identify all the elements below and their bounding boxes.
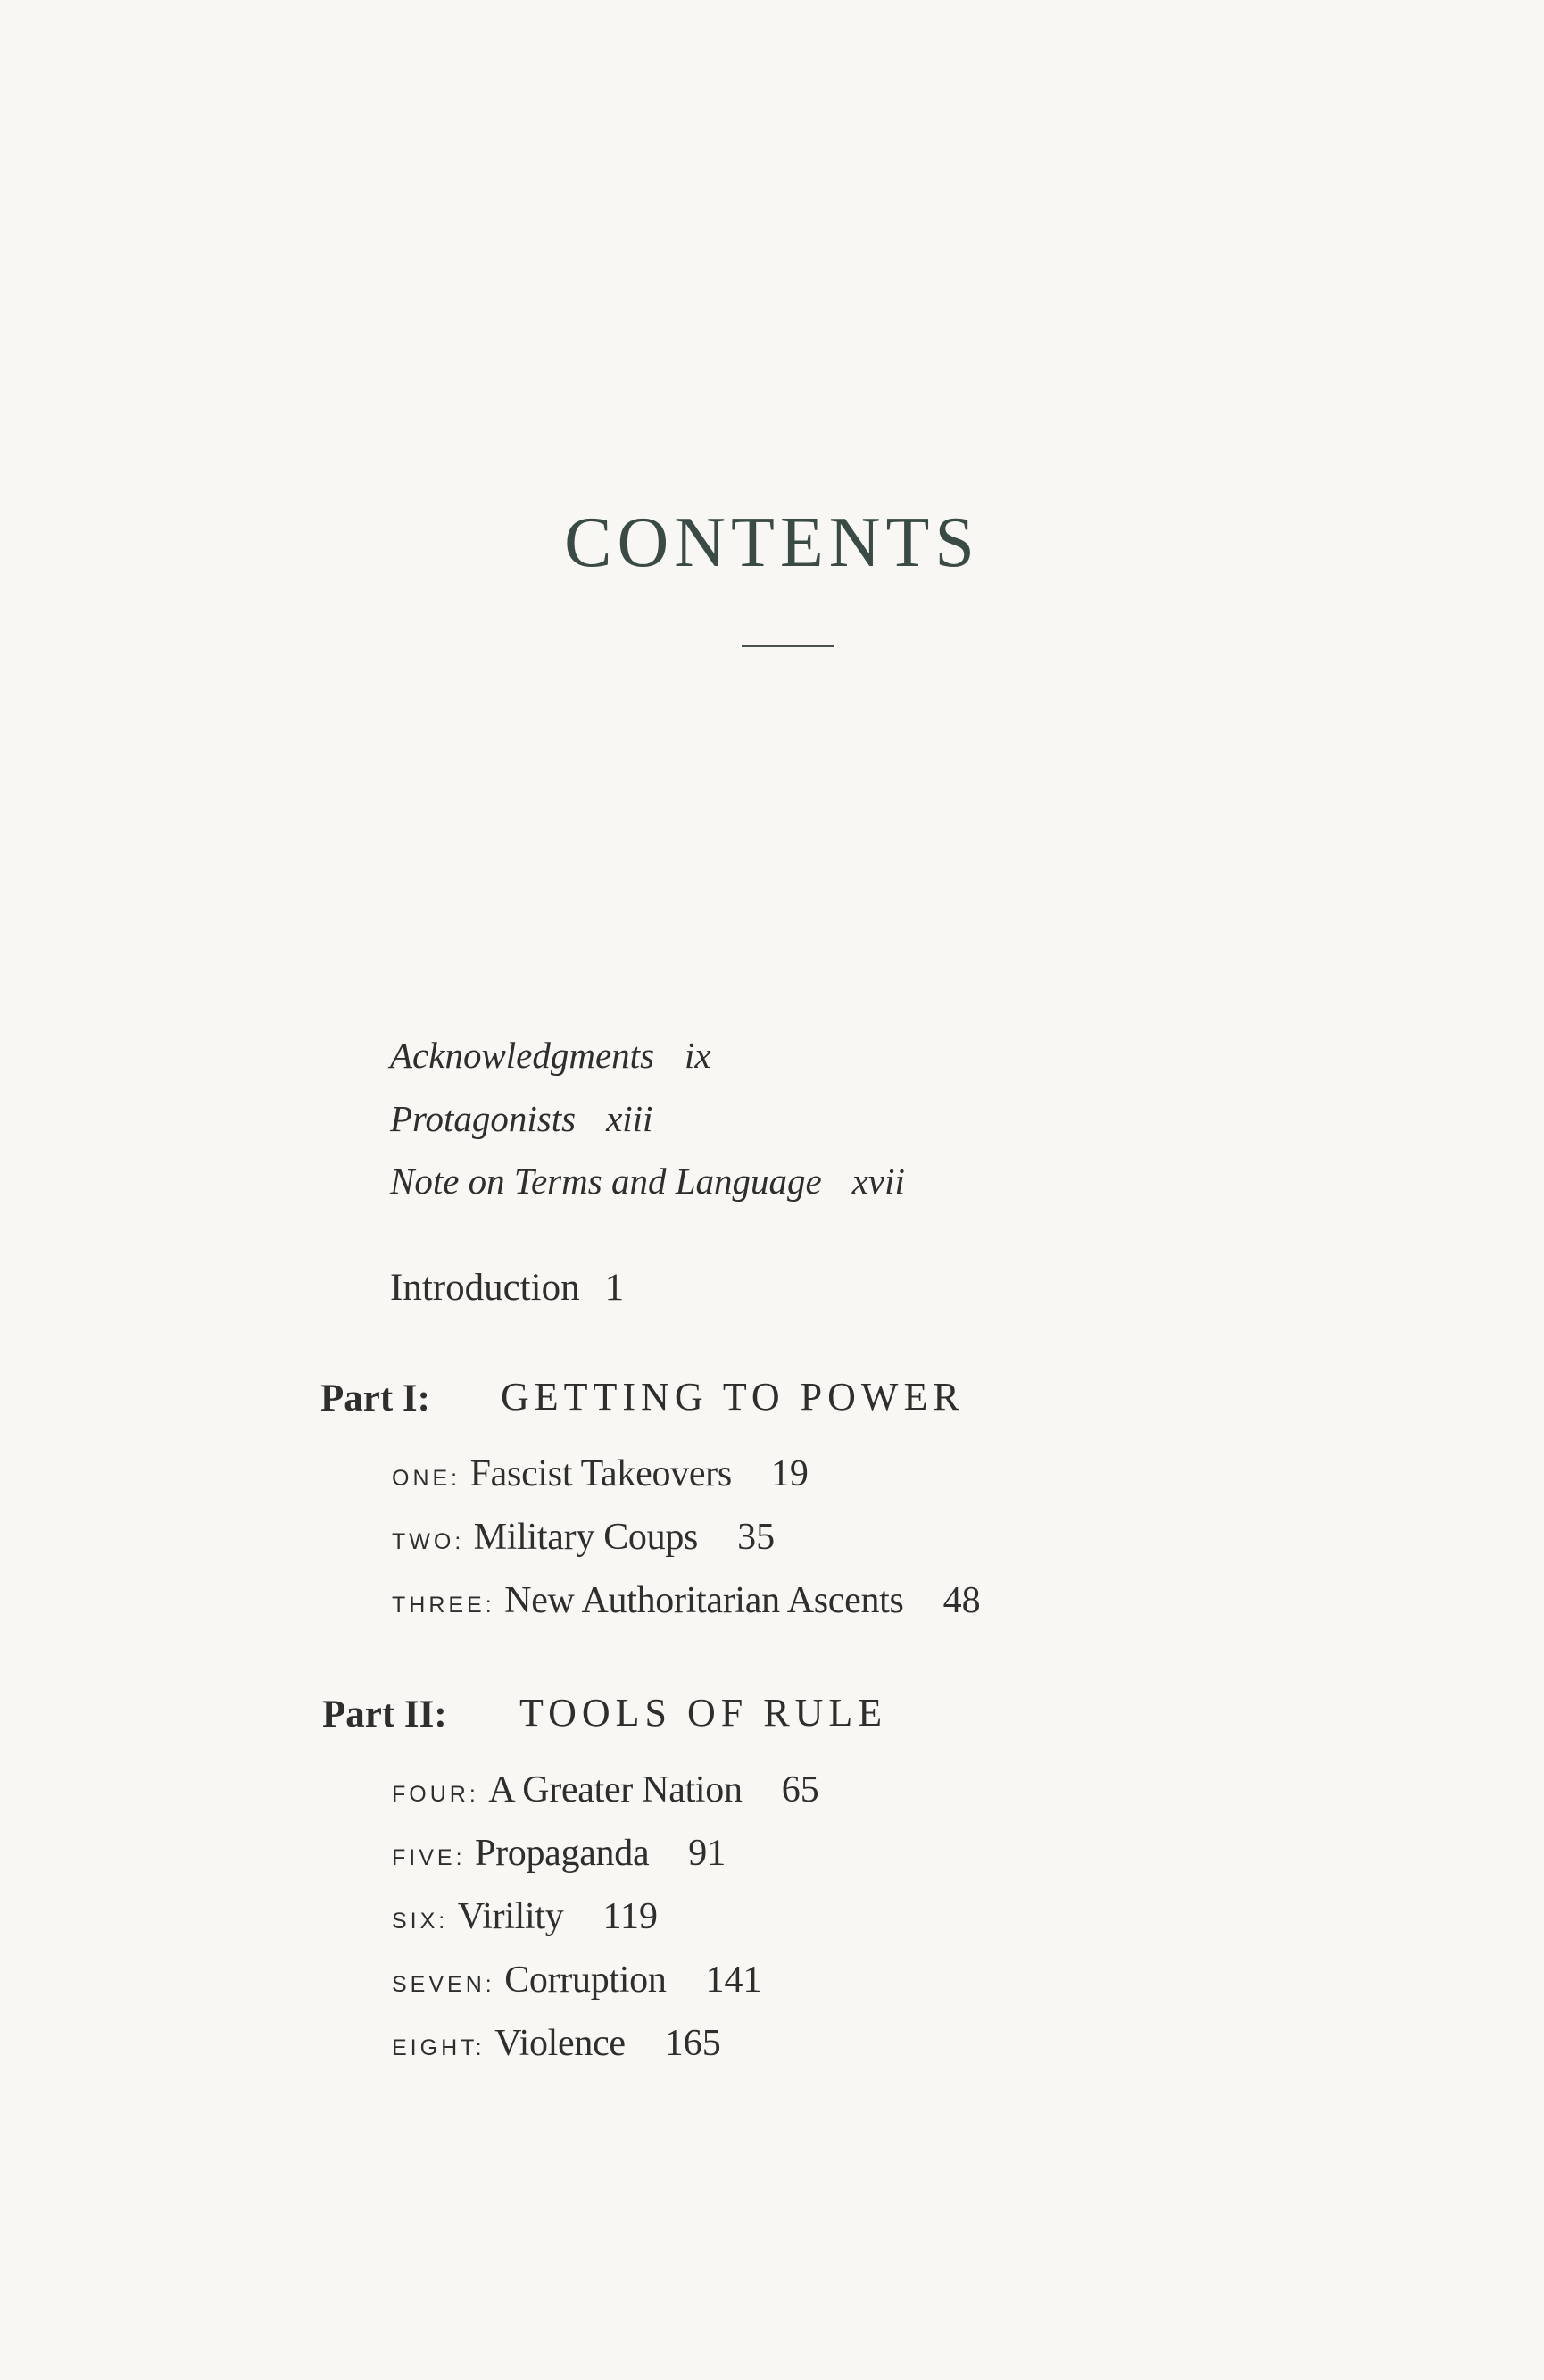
part-2-title: TOOLS OF RULE xyxy=(519,1691,888,1735)
toc-entry-title: Note on Terms and Language xyxy=(390,1161,822,1202)
toc-chapter-eight[interactable] xyxy=(392,2025,721,2062)
toc-chapter-seven[interactable] xyxy=(392,1961,762,1999)
toc-chapter-five[interactable] xyxy=(392,1835,726,1872)
chapter-page: 35 xyxy=(737,1517,776,1558)
toc-entry-title: Protagonists xyxy=(390,1098,577,1139)
toc-entry-title: Acknowledgments xyxy=(390,1035,655,1076)
chapter-title: Propaganda xyxy=(475,1833,650,1874)
chapter-title: Fascist Takeovers xyxy=(469,1453,732,1494)
toc-chapter-four[interactable] xyxy=(392,1771,819,1809)
toc-chapter-six[interactable] xyxy=(392,1898,658,1935)
chapter-page: 119 xyxy=(602,1896,658,1937)
page-title: CONTENTS xyxy=(564,503,980,582)
toc-entry-note-on-terms[interactable] xyxy=(390,1163,905,1200)
chapter-number: TWO: xyxy=(392,1529,465,1554)
toc-entry-page: xvii xyxy=(851,1161,905,1202)
chapter-number: THREE: xyxy=(392,1593,495,1618)
chapter-number: EIGHT: xyxy=(392,2035,486,2060)
toc-chapter-one[interactable] xyxy=(392,1455,809,1493)
chapter-page: 91 xyxy=(688,1833,726,1874)
part-1-label: Part I: xyxy=(320,1377,430,1419)
part-2-label: Part II: xyxy=(322,1693,447,1735)
chapter-title: Military Coups xyxy=(473,1517,699,1558)
toc-entry-page: ix xyxy=(685,1035,711,1076)
toc-entry-introduction[interactable] xyxy=(390,1269,624,1307)
toc-entry-protagonists[interactable] xyxy=(390,1098,653,1139)
chapter-number: FOUR: xyxy=(392,1782,479,1807)
chapter-page: 165 xyxy=(664,2023,721,2064)
chapter-page: 19 xyxy=(770,1453,809,1494)
chapter-number: FIVE: xyxy=(392,1845,466,1870)
chapter-title: Violence xyxy=(494,2023,626,2064)
chapter-number: SIX: xyxy=(392,1909,449,1934)
chapter-title: New Authoritarian Ascents xyxy=(504,1580,904,1621)
chapter-number: ONE: xyxy=(392,1466,461,1491)
chapter-title: Corruption xyxy=(504,1960,667,2001)
part-1-title: GETTING TO POWER xyxy=(501,1375,965,1419)
chapter-page: 65 xyxy=(781,1769,819,1810)
toc-entry-page: 1 xyxy=(604,1267,625,1309)
toc-entry-title: Introduction xyxy=(390,1267,580,1309)
chapter-page: 141 xyxy=(705,1960,762,2001)
title-divider xyxy=(742,645,834,647)
toc-chapter-two[interactable] xyxy=(392,1519,775,1556)
toc-chapter-three[interactable] xyxy=(392,1582,981,1619)
toc-entry-acknowledgments[interactable] xyxy=(390,1037,711,1074)
chapter-page: 48 xyxy=(942,1580,981,1621)
toc-entry-page: xiii xyxy=(606,1098,653,1139)
chapter-title: Virility xyxy=(457,1896,564,1937)
chapter-number: SEVEN: xyxy=(392,1972,495,1997)
chapter-title: A Greater Nation xyxy=(488,1769,743,1810)
